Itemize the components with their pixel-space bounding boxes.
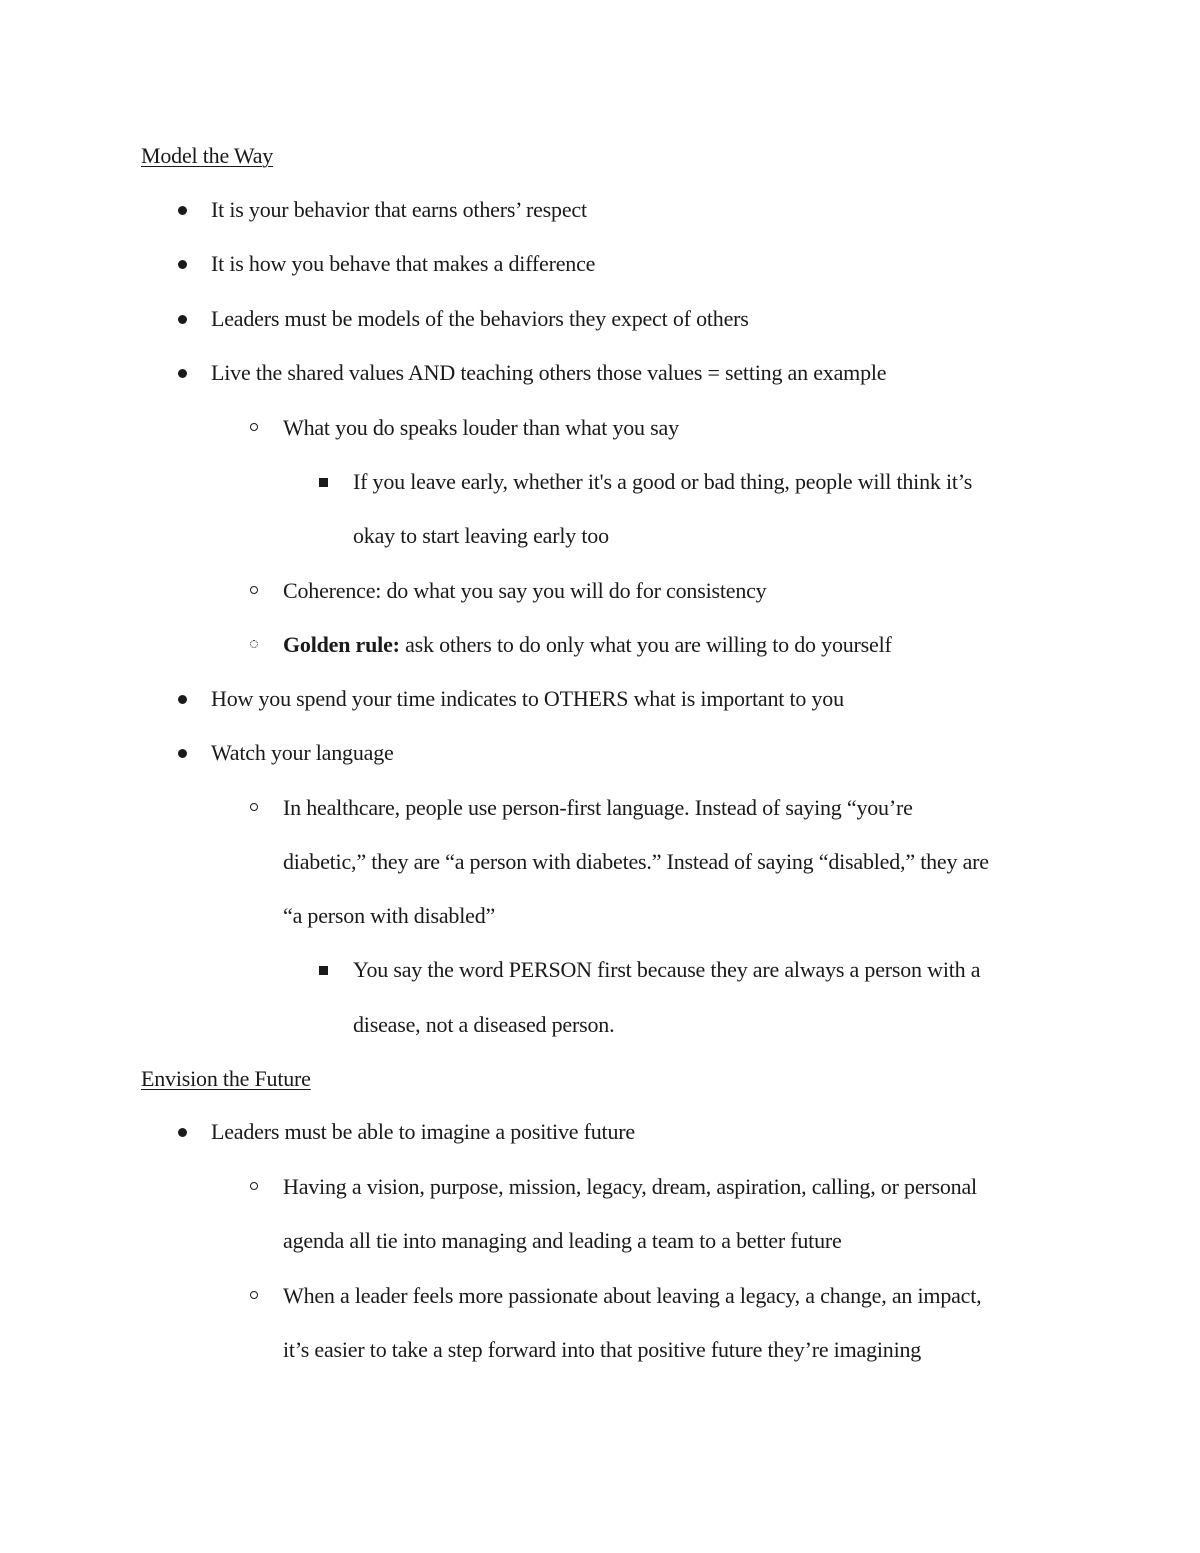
list-item-golden-rule xyxy=(283,631,892,659)
list-item: What you do speaks louder than what you say xyxy=(283,415,679,440)
bullet-circle-icon xyxy=(250,1291,258,1299)
bullet-circle-icon xyxy=(250,1182,258,1190)
list-item: You say the word PERSON first because they are always a person with a xyxy=(353,957,981,982)
list-item: Leaders must be able to imagine a positive future xyxy=(211,1119,635,1144)
bullet-disc-icon xyxy=(178,1128,187,1137)
list-item-continuation: okay to start leaving early too xyxy=(353,523,609,548)
list-item: It is how you behave that makes a difference xyxy=(211,251,596,276)
bullet-disc-icon xyxy=(178,749,187,758)
list-item: Live the shared values AND teaching others those values = setting an example xyxy=(211,360,887,385)
golden-rule-label: Golden rule: xyxy=(283,632,400,657)
bullet-disc-icon xyxy=(178,369,187,378)
list-item-continuation: it’s easier to take a step forward into that positive future they’re imagining xyxy=(283,1337,922,1362)
list-item: In healthcare, people use person-first language. Instead of saying “you’re xyxy=(283,795,913,820)
list-item-continuation: diabetic,” they are “a person with diabetes.” Instead of saying “disabled,” they are xyxy=(283,849,989,874)
section-heading-model-the-way: Model the Way xyxy=(141,143,274,168)
bullet-circle-icon xyxy=(250,640,258,648)
list-item: Coherence: do what you say you will do for consistency xyxy=(283,578,767,603)
bullet-circle-icon xyxy=(250,586,258,594)
list-item: Leaders must be models of the behaviors they expect of others xyxy=(211,306,749,331)
section-heading-envision-the-future: Envision the Future xyxy=(141,1066,311,1091)
list-item: How you spend your time indicates to OTHERS what is important to you xyxy=(211,686,844,711)
bullet-circle-icon xyxy=(250,803,258,811)
list-item-continuation: disease, not a diseased person. xyxy=(353,1012,615,1037)
bullet-square-icon xyxy=(319,966,328,975)
list-item-continuation: “a person with disabled” xyxy=(283,903,496,928)
list-item: Watch your language xyxy=(211,740,394,765)
bullet-disc-icon xyxy=(178,695,187,704)
golden-rule-text: ask others to do only what you are willing to do yourself xyxy=(399,632,892,657)
list-item: If you leave early, whether it's a good or bad thing, people will think it’s xyxy=(353,469,973,494)
bullet-circle-icon xyxy=(250,423,258,431)
list-item: Having a vision, purpose, mission, legacy, dream, aspiration, calling, or personal xyxy=(283,1174,977,1199)
list-item: When a leader feels more passionate about leaving a legacy, a change, an impact, xyxy=(283,1283,982,1308)
bullet-disc-icon xyxy=(178,260,187,269)
list-item: It is your behavior that earns others’ respect xyxy=(211,197,587,222)
bullet-disc-icon xyxy=(178,315,187,324)
list-item-continuation: agenda all tie into managing and leading a team to a better future xyxy=(283,1228,842,1253)
bullet-square-icon xyxy=(319,478,328,487)
bullet-disc-icon xyxy=(178,206,187,215)
